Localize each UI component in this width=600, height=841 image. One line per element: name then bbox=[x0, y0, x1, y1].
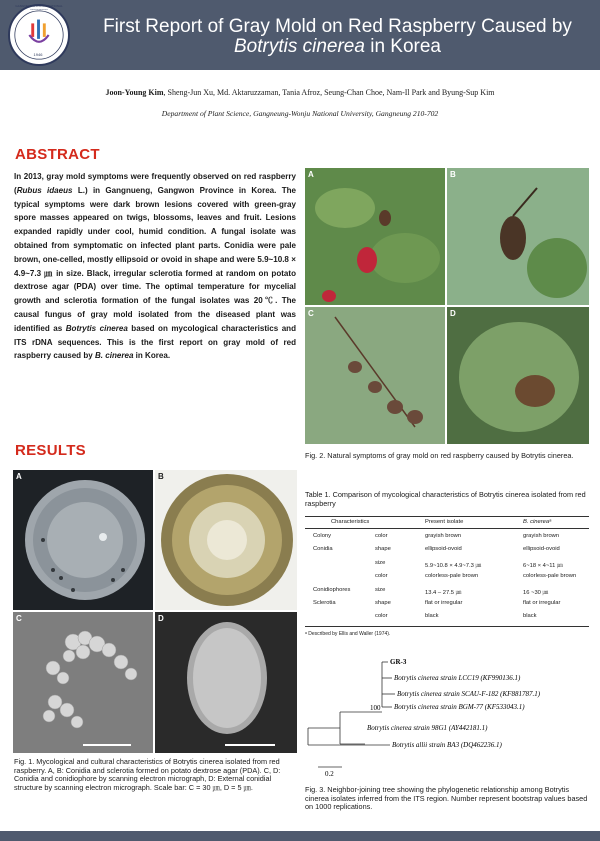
table-header-reference: B. cinereaᵃ bbox=[523, 519, 552, 525]
table-footnote: ᵃ Described by Ellis and Waller (1974). bbox=[305, 631, 391, 637]
title-rest: in Korea bbox=[364, 36, 441, 57]
abstract-text-4: in Korea. bbox=[133, 351, 171, 361]
table-header-characteristics: Characteristics bbox=[331, 519, 370, 525]
tree-taxon-5: Botrytis cinerea strain 98G1 (AY442181.1) bbox=[367, 724, 488, 732]
abstract-text-1: In 2013, gray mold symptoms were frequently observed on red raspberry ( bbox=[14, 172, 296, 195]
fig1-label-c: C bbox=[16, 614, 22, 623]
fig2-panel-a bbox=[305, 168, 445, 305]
table-cell: size bbox=[375, 559, 386, 566]
fig2-panel-c bbox=[305, 307, 445, 444]
phylogenetic-tree bbox=[300, 650, 595, 780]
table-cell: flat or irregular bbox=[425, 600, 463, 606]
table-cell: Conidiophores bbox=[313, 586, 351, 593]
tree-taxon-6: Botrytis allii strain BA3 (DQ462236.1) bbox=[392, 741, 502, 749]
logo-year: 1946 bbox=[33, 52, 43, 57]
fig1-panel-d bbox=[155, 612, 297, 753]
table-cell: color bbox=[375, 613, 388, 620]
table-cell: grayish brown bbox=[523, 533, 560, 539]
fig1-panel-a bbox=[13, 470, 153, 610]
fig3-caption: Fig. 3. Neighbor-joining tree showing the phylogenetic relationship among Botrytis cinerea isolates inferred from the ITS region. Number represent bootstrap values based on 1000 replications. bbox=[305, 785, 588, 812]
table-cell: color bbox=[375, 533, 388, 539]
fig2-label-c: C bbox=[308, 309, 314, 318]
tree-taxon-3: Botrytis cinerea strain SCAU-F-182 (KF881787.1) bbox=[397, 690, 541, 698]
tree-taxon-1: GR-3 bbox=[390, 658, 407, 666]
table-cell: 16 ~30 ㎛ bbox=[523, 589, 549, 596]
abstract-fungus-short: B. cinerea bbox=[94, 351, 134, 361]
abstract-heading: ABSTRACT bbox=[15, 146, 100, 163]
tree-taxon-2: Botrytis cinerea strain LCC19 (KF990136.1) bbox=[394, 674, 521, 682]
table-cell: 5.9~10.8 × 4.9~7.3 ㎛ bbox=[425, 562, 482, 569]
tree-scale-label: 0.2 bbox=[325, 770, 334, 778]
bootstrap-value: 100 bbox=[370, 704, 381, 712]
fig1-caption: Fig. 1. Mycological and cultural characteristics of Botrytis cinerea isolated from red raspberry. A, B: Conidia and sclerotia formed on potato dextrose agar (PDA). C, D: Conidia and conidiophore by scanning electron micrograph, D: External conidial structure by scanning electron micrograph. Scale bar: C = 30 ㎛, D = 5 ㎛. bbox=[14, 757, 281, 792]
table-caption: Table 1. Comparison of mycological characteristics of Botrytis cinerea isolated from red raspberry bbox=[305, 490, 586, 508]
table-cell: color bbox=[375, 573, 388, 580]
table-cell: shape bbox=[375, 546, 391, 553]
fig2-caption: Fig. 2. Natural symptoms of gray mold on red raspberry caused by Botrytis cinerea. bbox=[305, 451, 574, 460]
table-cell: shape bbox=[375, 600, 391, 606]
fig1-panel-b bbox=[155, 470, 297, 610]
table-rule-bottom bbox=[305, 626, 589, 627]
table-cell: colorless-pale brown bbox=[523, 573, 577, 580]
co-authors: , Sheng-Jun Xu, Md. Aktaruzzaman, Tania Afroz, Seung-Chan Choe, Nam-Il Park and Byung-Sup Kim bbox=[163, 88, 495, 97]
author-list bbox=[10, 88, 590, 97]
title-species: Botrytis cinerea bbox=[234, 36, 365, 57]
logo-university-name: GANGNEUNG-WONJU NATIONAL UNIVERSITY bbox=[15, 4, 63, 10]
table-header-present: Present isolate bbox=[425, 519, 464, 525]
table-rule-header bbox=[305, 528, 589, 529]
table-cell: size bbox=[375, 586, 386, 593]
fig2-panel-b bbox=[447, 168, 589, 305]
affiliation: Department of Plant Science, Gangneung-Wonju National University, Gangneung 210-702 bbox=[161, 109, 439, 118]
table-cell: grayish brown bbox=[425, 533, 462, 539]
fig2-label-b: B bbox=[450, 170, 456, 179]
fig1-panel-c bbox=[13, 612, 153, 753]
abstract-fungus: Botrytis cinerea bbox=[65, 323, 128, 333]
table-cell: 13.4 – 27.5 ㎛ bbox=[425, 589, 462, 596]
table-cell: ellipsoid-ovoid bbox=[425, 546, 462, 553]
fig1-label-d: D bbox=[158, 614, 164, 623]
comparison-table bbox=[305, 516, 589, 628]
fig2-panel-d bbox=[447, 307, 589, 444]
table-cell: Conidia bbox=[313, 546, 333, 553]
fig1-label-a: A bbox=[16, 472, 22, 481]
footer-bar bbox=[0, 831, 600, 841]
table-cell: flat or irregular bbox=[523, 600, 561, 606]
results-heading: RESULTS bbox=[15, 442, 86, 459]
fig1-label-b: B bbox=[158, 472, 164, 481]
abstract-text-2: L.) in Gangnueng, Gangwon Province in Korea. The typical symptoms were dark brown lesions covered with green-gray spore masses appeared on twigs, blossoms, leaves and fruit. Lesions expanded rapidly under cool, humid condition. A fungal isolate was obtained from symptomatic on infected plant parts. Conidia were pale brown, one-celled, mostly ellipsoid or ovoid in shape and were 5.9~10.8 × 4.9~7.3 ㎛ in size. Black, irregular sclerotia formed at random on potato dextrose agar (PDA) over time. The optimal temperature for mycelial growth and sclerotia formation of the fungal isolates was 20℃. The causal fungus of gray mold isolated from the diseased plant was identified as bbox=[14, 185, 296, 333]
presenting-author: Joon-Young Kim bbox=[105, 88, 164, 97]
abstract-body bbox=[14, 170, 296, 363]
abstract-species: Rubus idaeus bbox=[16, 185, 73, 195]
fig2-label-d: D bbox=[450, 309, 456, 318]
tree-taxon-4: Botrytis cinerea strain BGM-77 (KF533043.1) bbox=[394, 703, 525, 711]
table-cell: Colony bbox=[313, 533, 332, 539]
table-cell: black bbox=[425, 613, 439, 620]
poster-title-line2 bbox=[80, 37, 595, 57]
table-cell: colorless-pale brown bbox=[425, 573, 479, 580]
abstract-text-3: based on mycological characteristics and ITS rDNA sequences. This is the first report on gray mold of red raspberry caused by bbox=[14, 323, 297, 361]
fig2-label-a: A bbox=[308, 170, 314, 179]
table-rule-top bbox=[305, 516, 589, 517]
table-cell: black bbox=[523, 613, 537, 620]
table-cell: Sclerotia bbox=[313, 600, 336, 606]
poster-title-line1: First Report of Gray Mold on Red Raspberry Caused by bbox=[103, 16, 572, 37]
table-cell: ellipsoid-ovoid bbox=[523, 546, 560, 553]
table-cell: 6~18 × 4~11 ㎛ bbox=[523, 562, 563, 569]
